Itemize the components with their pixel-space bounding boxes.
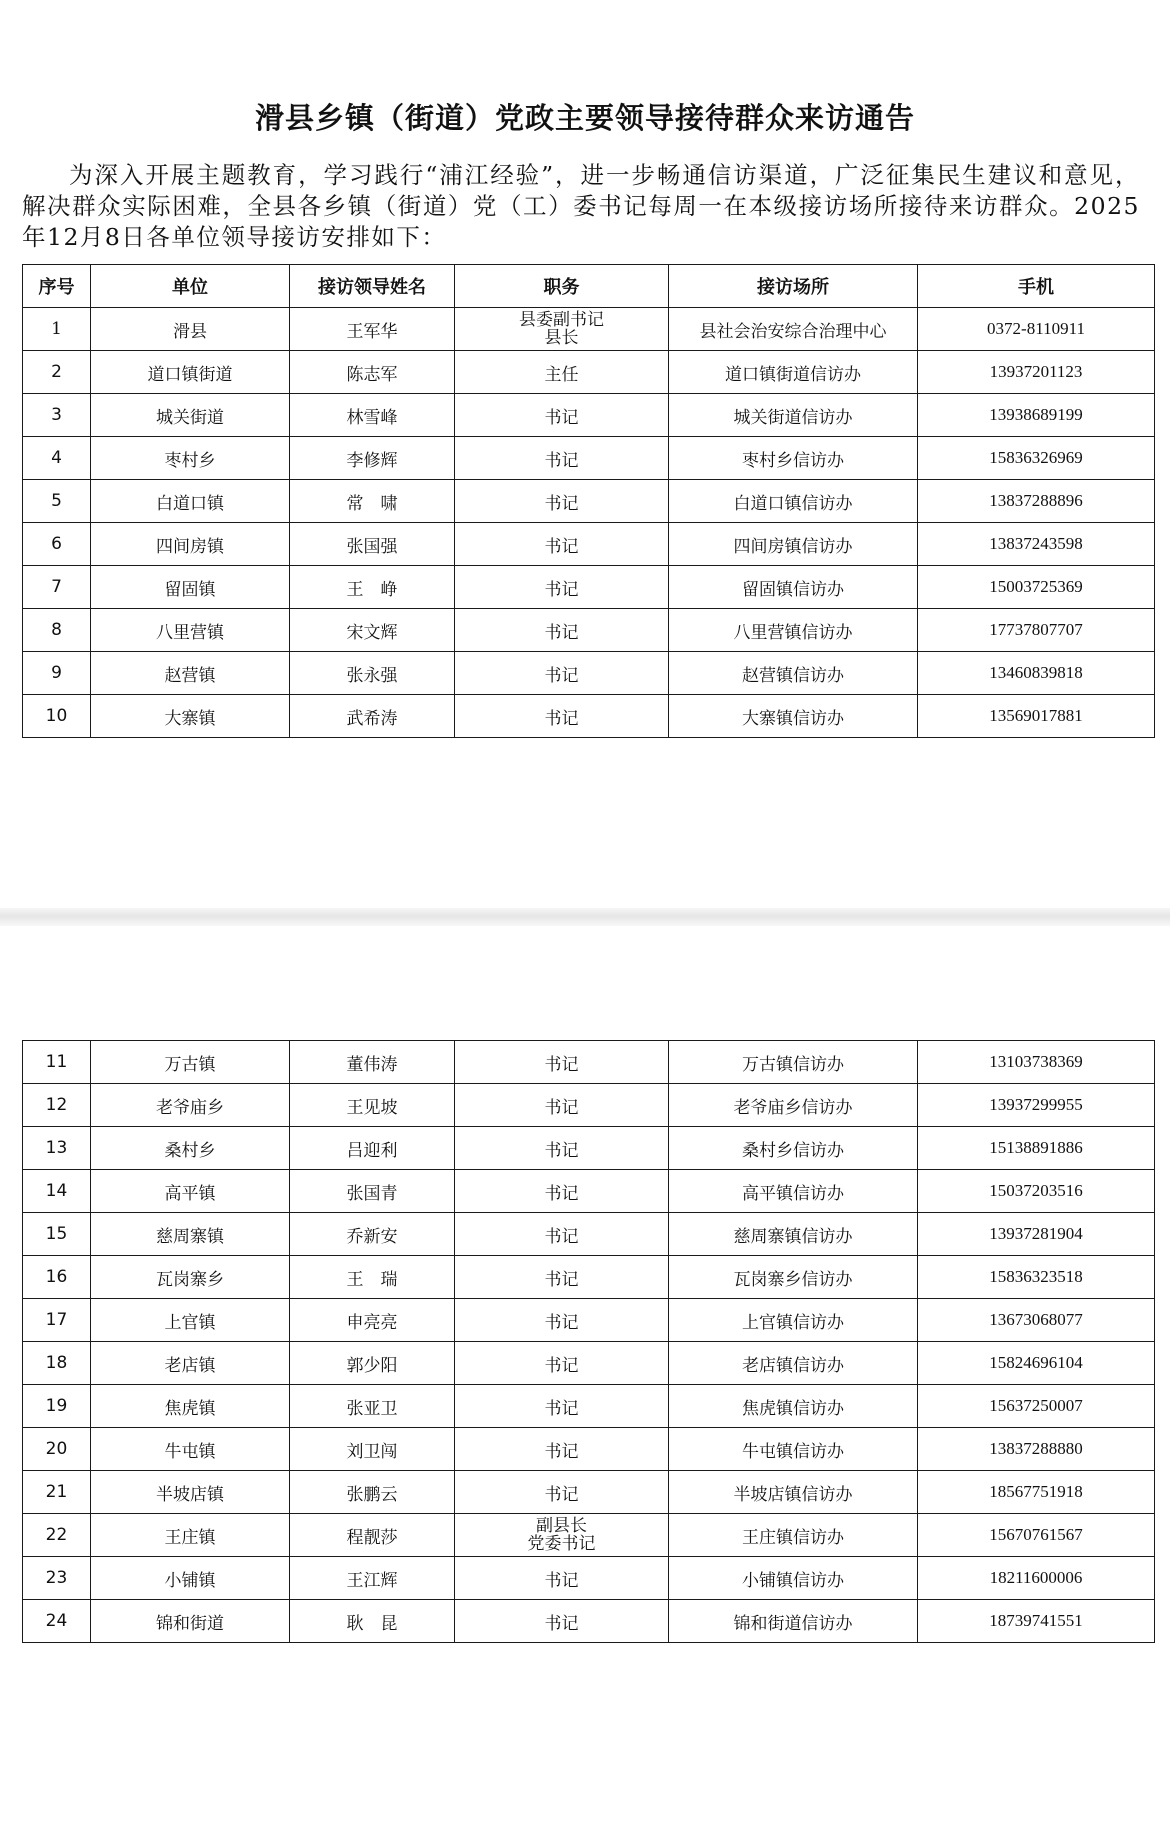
cell-leader: 刘卫闯 <box>290 1428 455 1471</box>
table-row <box>23 1428 1155 1471</box>
cell-position: 书记 <box>455 1385 669 1428</box>
cell-phone: 13837243598 <box>918 523 1155 566</box>
cell-unit: 慈周寨镇 <box>91 1213 290 1256</box>
cell-seq: 23 <box>23 1557 91 1600</box>
position-line: 党委书记 <box>527 1534 596 1554</box>
page-title: 滑县乡镇（街道）党政主要领导接待群众来访通告 <box>254 101 915 135</box>
cell-leader: 王江辉 <box>290 1557 455 1600</box>
cell-unit: 老爷庙乡 <box>91 1084 290 1127</box>
cell-place: 老店镇信访办 <box>669 1342 918 1385</box>
cell-unit: 上官镇 <box>91 1299 290 1342</box>
cell-place: 慈周寨镇信访办 <box>669 1213 918 1256</box>
cell-place: 赵营镇信访办 <box>669 652 918 695</box>
cell-place: 锦和街道信访办 <box>669 1600 918 1643</box>
cell-unit: 焦虎镇 <box>91 1385 290 1428</box>
table-row <box>23 523 1155 566</box>
cell-place: 留固镇信访办 <box>669 566 918 609</box>
cell-seq: 14 <box>23 1170 91 1213</box>
header-unit: 单位 <box>91 265 290 308</box>
cell-seq: 3 <box>23 394 91 437</box>
table-row <box>23 480 1155 523</box>
cell-position: 书记 <box>455 480 669 523</box>
table-row <box>23 1213 1155 1256</box>
cell-position: 书记 <box>455 566 669 609</box>
cell-phone: 13937299955 <box>918 1084 1155 1127</box>
cell-position: 书记 <box>455 1600 669 1643</box>
cell-unit: 白道口镇 <box>91 480 290 523</box>
cell-phone: 15637250007 <box>918 1385 1155 1428</box>
cell-place: 牛屯镇信访办 <box>669 1428 918 1471</box>
cell-place: 上官镇信访办 <box>669 1299 918 1342</box>
cell-place: 大寨镇信访办 <box>669 695 918 738</box>
cell-phone: 13569017881 <box>918 695 1155 738</box>
header-phone: 手机 <box>918 265 1155 308</box>
cell-seq: 17 <box>23 1299 91 1342</box>
position-line: 县长 <box>544 328 579 348</box>
cell-leader: 张鹏云 <box>290 1471 455 1514</box>
cell-position: 书记 <box>455 609 669 652</box>
cell-phone: 13937201123 <box>918 351 1155 394</box>
table-row <box>23 351 1155 394</box>
cell-leader: 乔新安 <box>290 1213 455 1256</box>
cell-unit: 八里营镇 <box>91 609 290 652</box>
cell-leader: 张国青 <box>290 1170 455 1213</box>
cell-place: 瓦岗寨乡信访办 <box>669 1256 918 1299</box>
cell-unit: 城关街道 <box>91 394 290 437</box>
cell-position: 书记 <box>455 1471 669 1514</box>
cell-position: 书记 <box>455 1299 669 1342</box>
cell-place: 小铺镇信访办 <box>669 1557 918 1600</box>
cell-seq: 18 <box>23 1342 91 1385</box>
header-seq: 序号 <box>23 265 91 308</box>
cell-place: 王庄镇信访办 <box>669 1514 918 1557</box>
header-leader: 接访领导姓名 <box>290 265 455 308</box>
table-row <box>23 1557 1155 1600</box>
cell-phone: 13673068077 <box>918 1299 1155 1342</box>
cell-phone: 0372-8110911 <box>918 308 1155 351</box>
cell-phone: 18211600006 <box>918 1557 1155 1600</box>
cell-phone: 15037203516 <box>918 1170 1155 1213</box>
page-divider <box>0 908 1170 926</box>
position-line: 县委副书记 <box>519 310 604 330</box>
cell-position: 书记 <box>455 695 669 738</box>
cell-seq: 16 <box>23 1256 91 1299</box>
intro-paragraph: 为深入开展主题教育，学习践行“浦江经验”，进一步畅通信访渠道，广泛征集民生建议和意见，解决群众实际困难，全县各乡镇（街道）党（工）委书记每周一在本级接访场所接待来访群众。2025年12月8日各单位领导接访安排如下： <box>22 161 1140 251</box>
cell-place: 桑村乡信访办 <box>669 1127 918 1170</box>
cell-seq: 7 <box>23 566 91 609</box>
cell-phone: 18567751918 <box>918 1471 1155 1514</box>
cell-position: 主任 <box>455 351 669 394</box>
cell-place: 万古镇信访办 <box>669 1041 918 1084</box>
cell-position: 书记 <box>455 1428 669 1471</box>
cell-unit: 大寨镇 <box>91 695 290 738</box>
cell-position <box>455 1514 669 1557</box>
cell-seq: 12 <box>23 1084 91 1127</box>
cell-position: 书记 <box>455 1213 669 1256</box>
cell-leader: 张永强 <box>290 652 455 695</box>
cell-place: 老爷庙乡信访办 <box>669 1084 918 1127</box>
cell-leader: 李修辉 <box>290 437 455 480</box>
header-place: 接访场所 <box>669 265 918 308</box>
cell-unit: 道口镇街道 <box>91 351 290 394</box>
cell-leader: 董伟涛 <box>290 1041 455 1084</box>
position-line: 副县长 <box>536 1516 587 1536</box>
cell-position: 书记 <box>455 437 669 480</box>
cell-seq: 13 <box>23 1127 91 1170</box>
table-row <box>23 695 1155 738</box>
cell-seq: 9 <box>23 652 91 695</box>
cell-leader: 吕迎利 <box>290 1127 455 1170</box>
cell-unit: 小铺镇 <box>91 1557 290 1600</box>
cell-unit: 老店镇 <box>91 1342 290 1385</box>
cell-phone: 13938689199 <box>918 394 1155 437</box>
cell-leader: 王 瑞 <box>290 1256 455 1299</box>
table-row <box>23 1471 1155 1514</box>
cell-seq: 1 <box>23 308 91 351</box>
table-row <box>23 1299 1155 1342</box>
cell-leader: 张国强 <box>290 523 455 566</box>
cell-position: 书记 <box>455 1041 669 1084</box>
cell-seq: 8 <box>23 609 91 652</box>
cell-place: 枣村乡信访办 <box>669 437 918 480</box>
cell-seq: 20 <box>23 1428 91 1471</box>
cell-unit: 高平镇 <box>91 1170 290 1213</box>
cell-place: 城关街道信访办 <box>669 394 918 437</box>
cell-phone: 15138891886 <box>918 1127 1155 1170</box>
cell-seq: 4 <box>23 437 91 480</box>
cell-phone: 13460839818 <box>918 652 1155 695</box>
cell-place: 八里营镇信访办 <box>669 609 918 652</box>
cell-phone: 13937281904 <box>918 1213 1155 1256</box>
cell-unit: 王庄镇 <box>91 1514 290 1557</box>
cell-seq: 6 <box>23 523 91 566</box>
cell-seq: 11 <box>23 1041 91 1084</box>
cell-seq: 15 <box>23 1213 91 1256</box>
cell-phone: 15003725369 <box>918 566 1155 609</box>
cell-position: 书记 <box>455 1557 669 1600</box>
table-row <box>23 609 1155 652</box>
table-row <box>23 1256 1155 1299</box>
cell-unit: 枣村乡 <box>91 437 290 480</box>
cell-phone: 13837288880 <box>918 1428 1155 1471</box>
cell-seq: 24 <box>23 1600 91 1643</box>
cell-place: 县社会治安综合治理中心 <box>669 308 918 351</box>
cell-position: 书记 <box>455 1256 669 1299</box>
cell-position: 书记 <box>455 523 669 566</box>
cell-leader: 程靓莎 <box>290 1514 455 1557</box>
cell-seq: 10 <box>23 695 91 738</box>
cell-phone: 13837288896 <box>918 480 1155 523</box>
table-row <box>23 437 1155 480</box>
cell-phone: 15836326969 <box>918 437 1155 480</box>
table-row <box>23 308 1155 351</box>
cell-unit: 滑县 <box>91 308 290 351</box>
cell-seq: 22 <box>23 1514 91 1557</box>
table-row <box>23 1170 1155 1213</box>
cell-phone: 15824696104 <box>918 1342 1155 1385</box>
cell-leader: 王见坡 <box>290 1084 455 1127</box>
cell-leader: 耿 昆 <box>290 1600 455 1643</box>
cell-phone: 18739741551 <box>918 1600 1155 1643</box>
cell-phone: 15836323518 <box>918 1256 1155 1299</box>
cell-leader: 陈志军 <box>290 351 455 394</box>
table-row <box>23 394 1155 437</box>
cell-leader: 王军华 <box>290 308 455 351</box>
cell-leader: 张亚卫 <box>290 1385 455 1428</box>
cell-leader: 武希涛 <box>290 695 455 738</box>
table-row <box>23 1342 1155 1385</box>
cell-seq: 2 <box>23 351 91 394</box>
cell-place: 半坡店镇信访办 <box>669 1471 918 1514</box>
cell-unit: 桑村乡 <box>91 1127 290 1170</box>
table-row <box>23 1514 1155 1557</box>
cell-seq: 19 <box>23 1385 91 1428</box>
cell-unit: 赵营镇 <box>91 652 290 695</box>
table-row <box>23 1385 1155 1428</box>
cell-leader: 宋文辉 <box>290 609 455 652</box>
cell-seq: 21 <box>23 1471 91 1514</box>
cell-place: 焦虎镇信访办 <box>669 1385 918 1428</box>
cell-phone: 15670761567 <box>918 1514 1155 1557</box>
cell-unit: 牛屯镇 <box>91 1428 290 1471</box>
cell-place: 高平镇信访办 <box>669 1170 918 1213</box>
cell-unit: 锦和街道 <box>91 1600 290 1643</box>
cell-unit: 留固镇 <box>91 566 290 609</box>
cell-position <box>455 308 669 351</box>
reception-table-part-1 <box>22 264 1155 738</box>
table-row <box>23 1041 1155 1084</box>
cell-position: 书记 <box>455 1342 669 1385</box>
cell-position: 书记 <box>455 652 669 695</box>
header-position: 职务 <box>455 265 669 308</box>
cell-position: 书记 <box>455 1127 669 1170</box>
table-row <box>23 1600 1155 1643</box>
cell-position: 书记 <box>455 1084 669 1127</box>
cell-position: 书记 <box>455 394 669 437</box>
cell-leader: 常 啸 <box>290 480 455 523</box>
cell-leader: 申亮亮 <box>290 1299 455 1342</box>
cell-phone: 13103738369 <box>918 1041 1155 1084</box>
cell-leader: 郭少阳 <box>290 1342 455 1385</box>
cell-leader: 林雪峰 <box>290 394 455 437</box>
cell-leader: 王 峥 <box>290 566 455 609</box>
cell-unit: 四间房镇 <box>91 523 290 566</box>
cell-seq: 5 <box>23 480 91 523</box>
cell-place: 四间房镇信访办 <box>669 523 918 566</box>
cell-position: 书记 <box>455 1170 669 1213</box>
table-row <box>23 1127 1155 1170</box>
table-header-row <box>23 265 1155 308</box>
cell-place: 道口镇街道信访办 <box>669 351 918 394</box>
cell-phone: 17737807707 <box>918 609 1155 652</box>
cell-unit: 万古镇 <box>91 1041 290 1084</box>
cell-unit: 半坡店镇 <box>91 1471 290 1514</box>
table-row <box>23 652 1155 695</box>
table-row <box>23 566 1155 609</box>
cell-unit: 瓦岗寨乡 <box>91 1256 290 1299</box>
cell-place: 白道口镇信访办 <box>669 480 918 523</box>
table-row <box>23 1084 1155 1127</box>
reception-table-part-2 <box>22 1040 1155 1643</box>
